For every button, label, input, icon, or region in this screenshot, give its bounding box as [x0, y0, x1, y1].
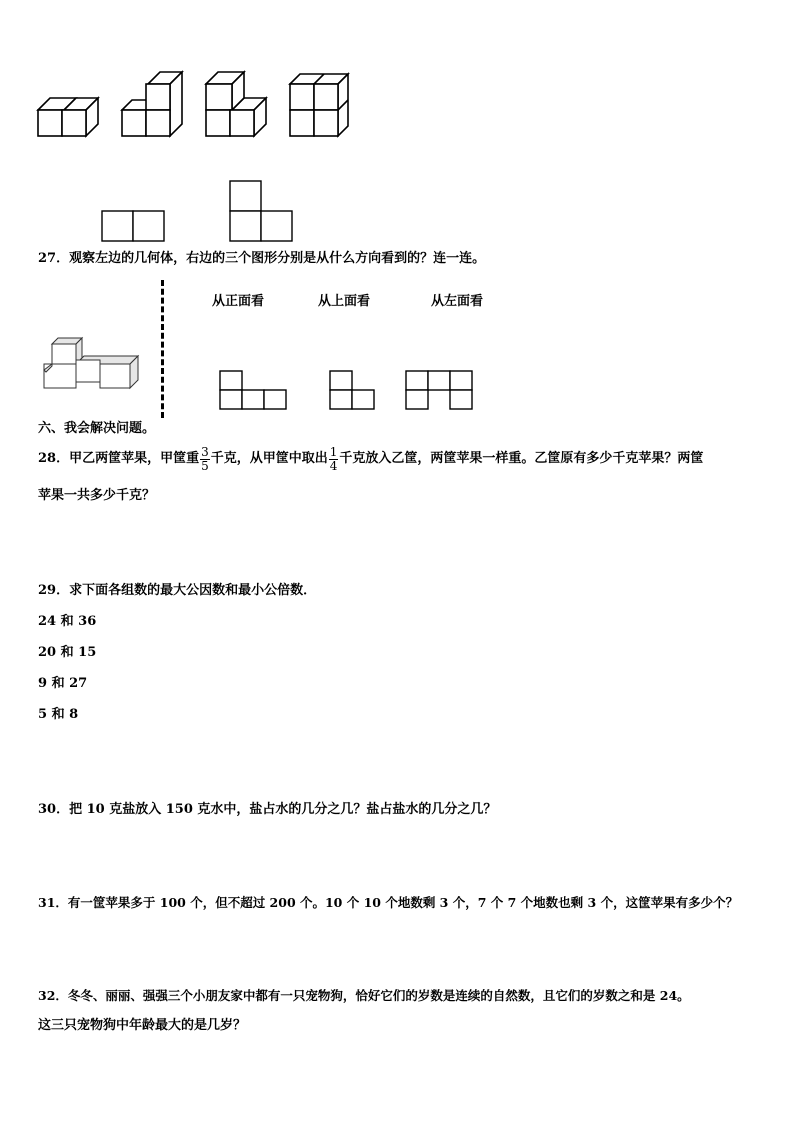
fraction-numerator: 1: [329, 444, 338, 459]
view-label-left: 从左面看: [431, 294, 484, 309]
cube-figure-2: [120, 76, 184, 138]
question-28-line-1: [38, 441, 703, 477]
view-figure-l-shape: [229, 180, 295, 242]
cube-figure-1: [36, 92, 100, 138]
question-28-line-2: 苹果一共多少千克？: [38, 488, 156, 503]
fraction-one-quarter: [329, 446, 339, 473]
fraction-numerator: 3: [201, 444, 209, 459]
fraction-denominator: 4: [329, 458, 338, 473]
question-31-text: 31．有一筐苹果多于 100 个，但不超过 200 个。10 个 10 个地数剩 3 个，7 个 7 个地数也剩 3 个，这筐苹果有多少个？: [38, 895, 739, 910]
q27-view-shape-2: [329, 370, 377, 410]
question-32-line-2: 这三只宠物狗中年龄最大的是几岁？: [38, 1018, 247, 1033]
question-29-text: 29．求下面各组数的最大公因数和最小公倍数．: [38, 583, 317, 598]
q28-part-3: 千克放入乙筐，两筐苹果一样重。乙筐原有多少千克苹果？两筐: [339, 451, 704, 466]
number-pair-4: 5 和 8: [38, 707, 79, 722]
q27-solid-figure: [42, 336, 140, 394]
view-label-front: 从正面看: [212, 294, 265, 309]
question-32-line-1: 32．冬冬、丽丽、强强三个小朋友家中都有一只宠物狗，恰好它们的岁数是连续的自然数，且它们的岁数之和是 24。: [38, 988, 690, 1003]
number-pair-3: 9 和 27: [38, 676, 88, 691]
fraction-three-fifths: [200, 446, 210, 473]
q27-view-shape-1: [219, 370, 289, 410]
view-label-top: 从上面看: [318, 294, 371, 309]
dashed-divider: [161, 280, 164, 418]
question-27-text: 27．观察左边的几何体，右边的三个图形分别是从什么方向看到的？连一连。: [38, 251, 486, 266]
cube-figure-4: [288, 76, 352, 138]
question-30-text: 30．把 10 克盐放入 150 克水中，盐占水的几分之几？盐占盐水的几分之几？: [38, 802, 497, 817]
q28-part-1: 28．甲乙两筐苹果，甲筐重: [38, 451, 200, 466]
number-pair-1: 24 和 36: [38, 614, 97, 629]
fraction-denominator: 5: [201, 458, 209, 473]
number-pair-2: 20 和 15: [38, 645, 97, 660]
view-figure-two-squares: [101, 210, 167, 242]
cube-figure-3: [204, 76, 268, 138]
q28-part-2: 千克，从甲筐中取出: [210, 451, 328, 466]
section-6-heading: 六、我会解决问题。: [38, 421, 156, 436]
q27-view-shape-3: [405, 370, 475, 410]
